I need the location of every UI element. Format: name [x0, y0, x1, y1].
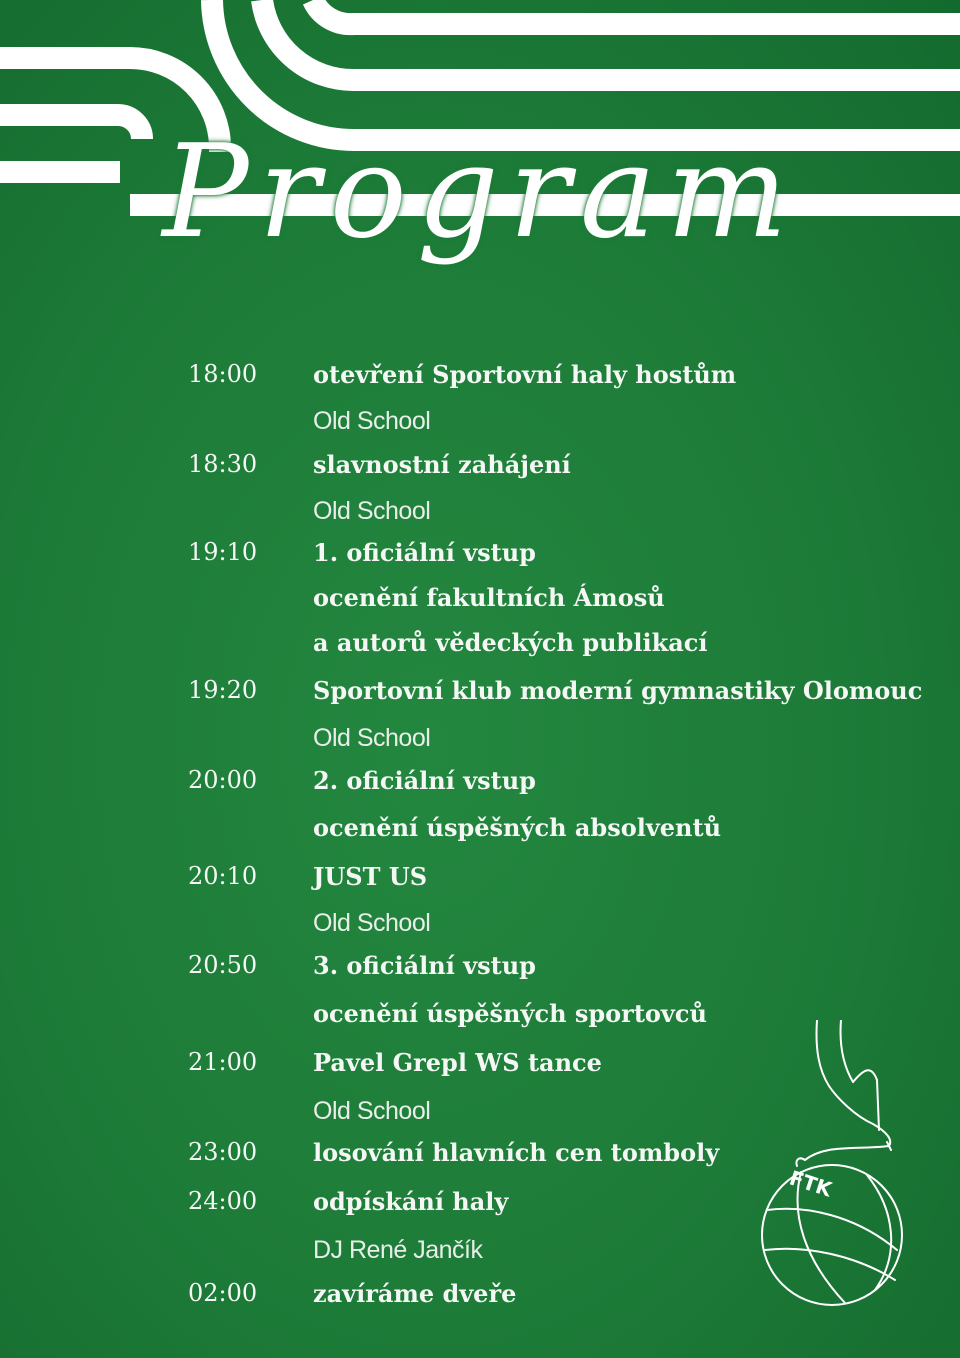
schedule-row — [0, 495, 960, 535]
schedule-event: zavíráme dveře — [313, 1279, 517, 1308]
schedule-row — [0, 360, 960, 400]
schedule-time: 21:00 — [188, 1048, 258, 1076]
schedule-event: JUST US — [313, 862, 428, 891]
schedule-time: 20:00 — [188, 766, 258, 794]
schedule-row — [0, 862, 960, 902]
page-title: Program — [162, 118, 798, 267]
schedule-performer: DJ René Jančík — [313, 1236, 483, 1264]
schedule-time: 19:20 — [188, 676, 258, 704]
schedule-event: 1. oficiální vstup — [313, 538, 536, 567]
schedule-time: 02:00 — [188, 1279, 258, 1307]
schedule-row — [0, 951, 960, 991]
schedule-performer: Old School — [313, 497, 431, 525]
schedule-event: Sportovní klub moderní gymnastiky Olomouc — [313, 676, 923, 705]
schedule-row — [0, 405, 960, 445]
schedule-row — [0, 907, 960, 947]
schedule-performer: Old School — [313, 724, 431, 752]
schedule-row — [0, 450, 960, 490]
schedule-time: 20:50 — [188, 951, 258, 979]
schedule-time: 18:00 — [188, 360, 258, 388]
ball-label: FTK — [786, 1165, 835, 1202]
schedule-row — [0, 766, 960, 806]
basketball-heel-icon — [745, 1020, 925, 1310]
schedule-event: odpískání haly — [313, 1187, 509, 1216]
schedule-time: 19:10 — [188, 538, 258, 566]
schedule-row — [0, 722, 960, 762]
schedule-row — [0, 628, 960, 668]
schedule-event: losování hlavních cen tomboly — [313, 1138, 720, 1167]
schedule-row — [0, 813, 960, 853]
schedule-performer: Old School — [313, 909, 431, 937]
schedule-event: slavnostní zahájení — [313, 450, 571, 479]
schedule-time: 18:30 — [188, 450, 258, 478]
schedule-time: 24:00 — [188, 1187, 258, 1215]
schedule-event: ocenění úspěšných sportovců — [313, 999, 707, 1028]
schedule-event: ocenění fakultních Ámosů — [313, 583, 665, 612]
schedule-row — [0, 676, 960, 716]
schedule-row — [0, 538, 960, 578]
schedule-event: otevření Sportovní haly hostům — [313, 360, 737, 389]
schedule-event: a autorů vědeckých publikací — [313, 628, 708, 657]
schedule-event: 2. oficiální vstup — [313, 766, 536, 795]
schedule-event: 3. oficiální vstup — [313, 951, 536, 980]
schedule-time: 23:00 — [188, 1138, 258, 1166]
schedule-event: ocenění úspěšných absolventů — [313, 813, 722, 842]
schedule-time: 20:10 — [188, 862, 258, 890]
schedule-row — [0, 583, 960, 623]
schedule-performer: Old School — [313, 1097, 431, 1125]
schedule-event: Pavel Grepl WS tance — [313, 1048, 602, 1077]
schedule-performer: Old School — [313, 407, 431, 435]
